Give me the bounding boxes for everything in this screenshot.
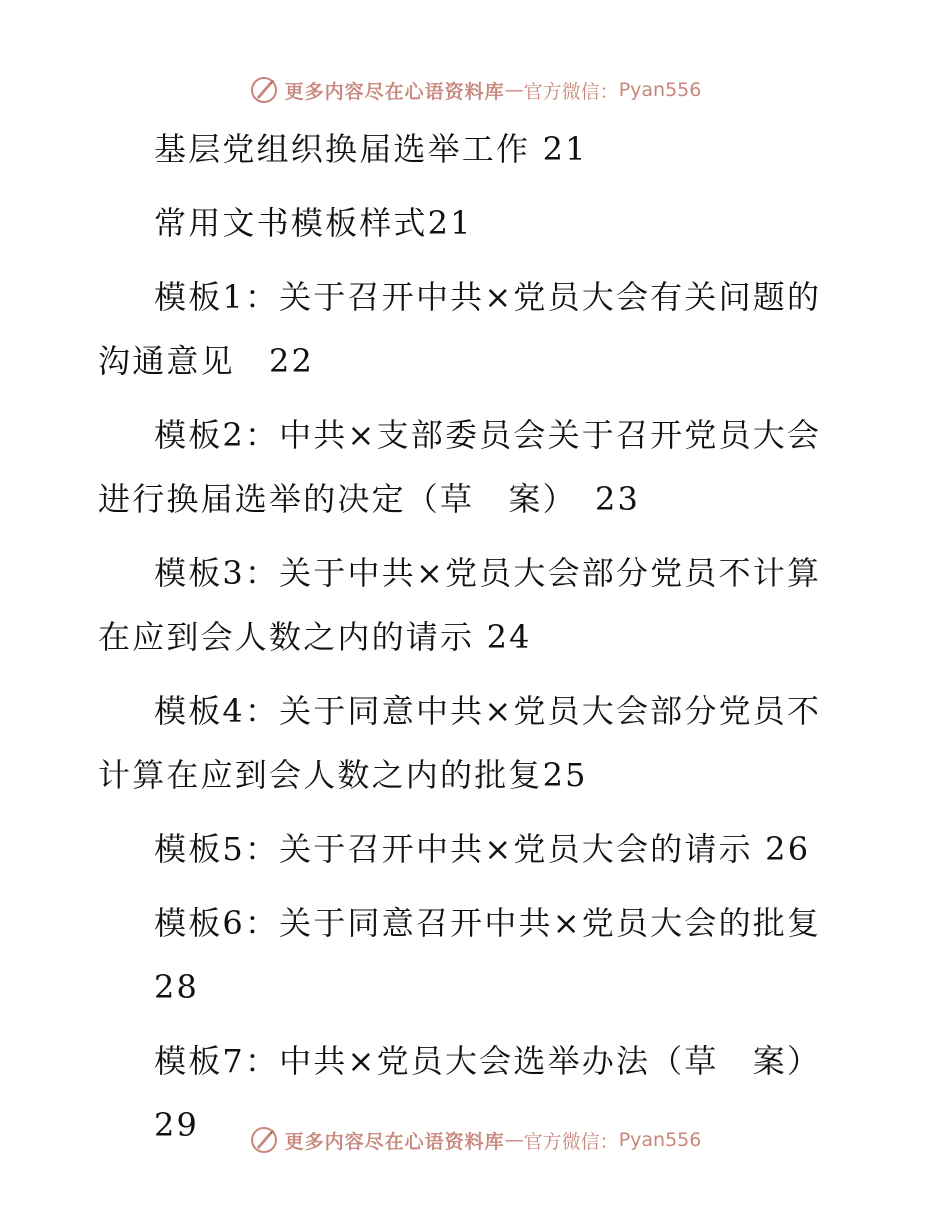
promo-text: 更多内容尽在心语资料库 <box>284 1130 505 1153</box>
toc-entry-3: 模板2：中共×支部委员会关于召开党员大会进行换届选举的决定（草 案） 23 <box>98 416 822 518</box>
toc-entry-8-title: 模板7：中共×党员大会选举办法（草 案） <box>154 1042 822 1080</box>
toc-content <box>98 117 838 1167</box>
wechat-id: Pyan556 <box>618 79 702 101</box>
wechat-label: 官方微信： <box>523 80 619 103</box>
toc-entry-5: 模板4：关于同意中共×党员大会部分党员不计算在应到会人数之内的批复25 <box>98 692 822 794</box>
toc-entry-7 <box>98 891 838 1019</box>
toc-entry-1: 常用文书模板样式21 <box>154 204 473 242</box>
header-watermark-banner <box>0 70 950 110</box>
toc-entry-2: 模板1：关于召开中共×党员大会有关问题的沟通意见 22 <box>98 278 822 380</box>
toc-entry-7-page: 28 <box>154 968 200 1006</box>
banner-dash: — <box>504 79 524 101</box>
toc-entry-7-title: 模板6：关于同意召开中共×党员大会的批复 <box>154 904 822 942</box>
toc-entry-0: 基层党组织换届选举工作 21 <box>154 130 588 168</box>
promo-text: 更多内容尽在心语资料库 <box>284 80 505 103</box>
quill-pen-logo-icon <box>249 75 279 105</box>
quill-pen-logo-icon <box>249 1125 279 1155</box>
toc-entry-4: 模板3：关于中共×党员大会部分党员不计算在应到会人数之内的请示 24 <box>98 554 822 656</box>
footer-watermark-banner <box>0 1120 950 1160</box>
toc-entry-6: 模板5：关于召开中共×党员大会的请示 26 <box>154 830 811 868</box>
wechat-label: 官方微信： <box>523 1130 619 1153</box>
wechat-id: Pyan556 <box>618 1129 702 1151</box>
banner-dash: — <box>504 1129 524 1151</box>
toc-entry-8-page: 29 <box>154 1106 200 1144</box>
